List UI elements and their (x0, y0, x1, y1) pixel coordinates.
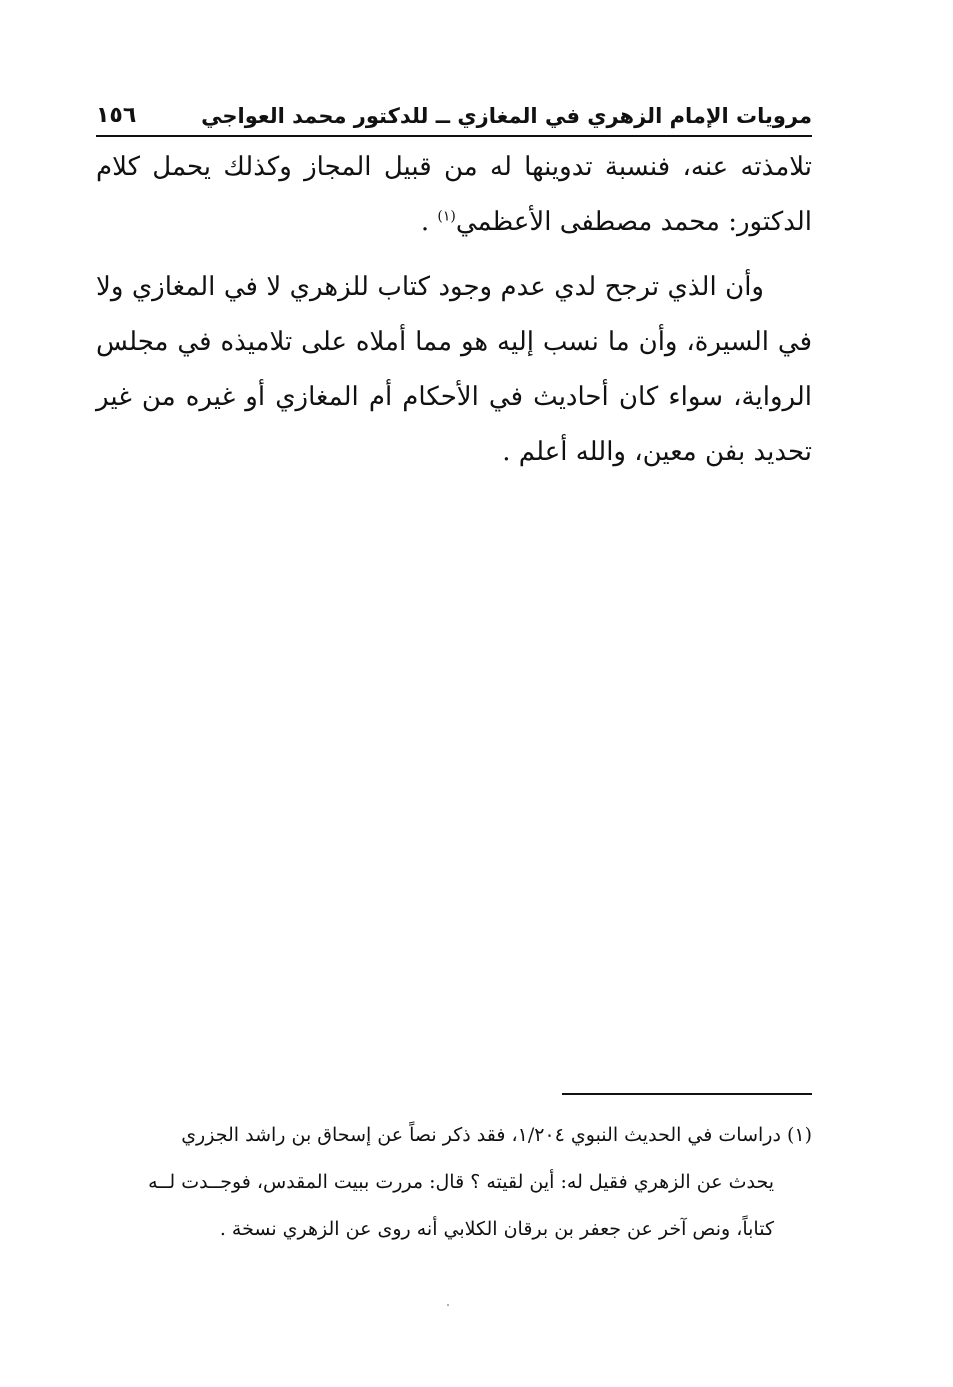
paragraph (96, 140, 812, 250)
scan-speck (447, 1304, 449, 1306)
running-header (96, 98, 812, 134)
footnote-line: يحدث عن الزهري فقيل له: أين لقيته ؟ قال: مررت ببيت المقدس، فوجــدت لــه (148, 1171, 774, 1193)
footnote-divider (562, 1093, 812, 1095)
footnote (96, 1112, 812, 1253)
footnote-reference: (١) (437, 208, 456, 225)
paragraph-text: تلامذته عنه، فنسبة تدوينها له من قبيل المجاز وكذلك يحمل كلام الدكتور: محمد مصطفى الأعظمي (96, 152, 812, 237)
paragraph: وأن الذي ترجح لدي عدم وجود كتاب للزهري لا في المغازي ولا في السيرة، وأن ما نسب إليه هو مما أملاه على تلاميذه في مجلس الرواية، سواء كان أحاديث في الأحكام أم المغازي أو غيره من غير تحديد بفن معين، والله أعلم . (96, 272, 812, 467)
page-number: ١٥٦ (96, 103, 137, 128)
footnote-line: كتاباً، ونص آخر عن جعفر بن برقان الكلابي أنه روى عن الزهري نسخة . (219, 1218, 774, 1240)
header-divider (96, 135, 812, 137)
running-header-title: مرويات الإمام الزهري في المغازي ــ للدكتور محمد العواجي (201, 104, 812, 128)
footnotes (96, 1112, 812, 1253)
main-text (96, 140, 812, 480)
footnote-line: (١) دراسات في الحديث النبوي ١/٢٠٤، فقد ذكر نصاً عن إسحاق بن راشد الجزري (181, 1124, 812, 1146)
paragraph-end: . (420, 207, 438, 237)
